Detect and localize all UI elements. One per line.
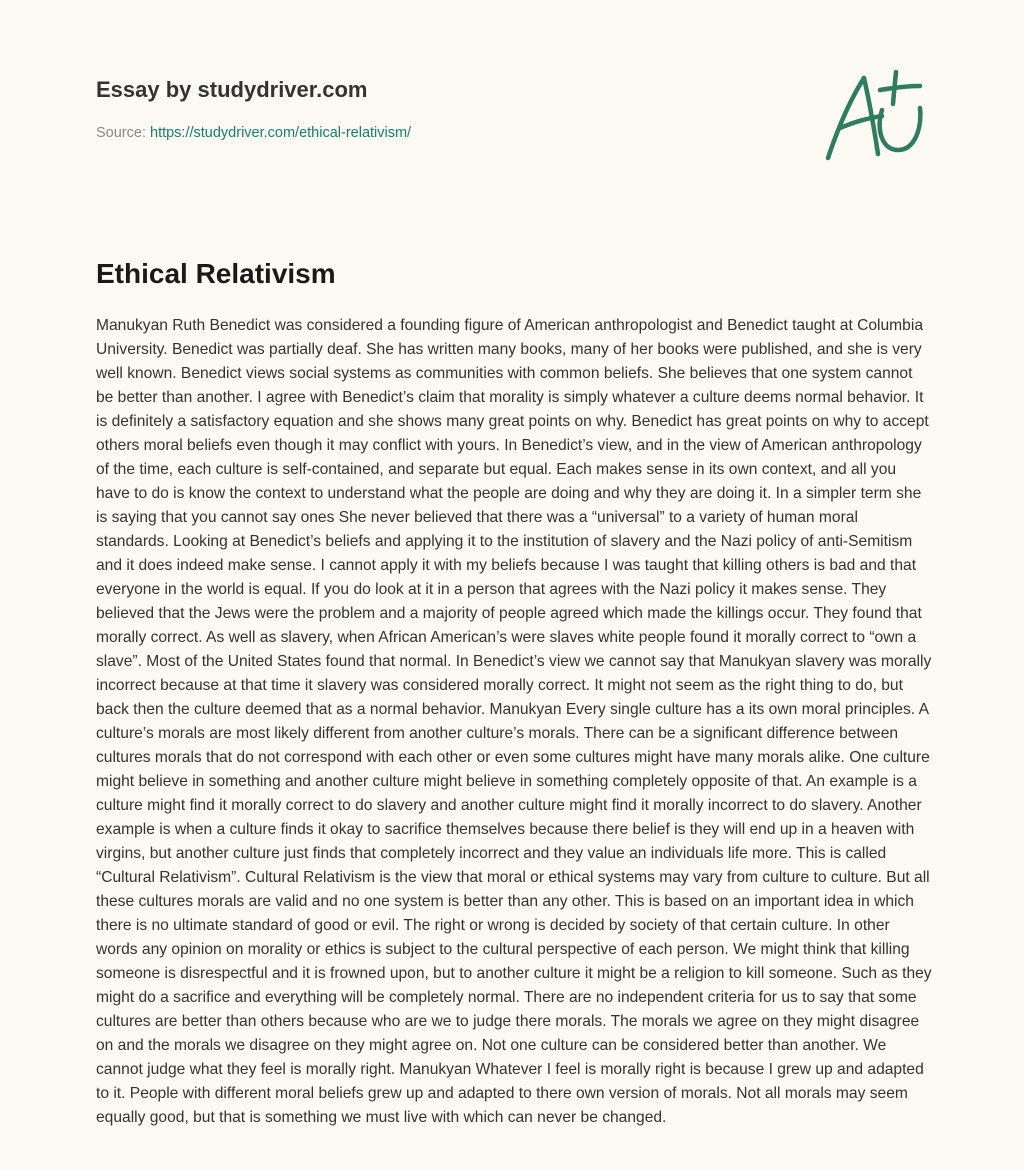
logo-plus-horizontal (880, 86, 920, 90)
source-label: Source: (96, 125, 150, 141)
site-title: Essay by studydriver.com (96, 77, 368, 102)
essay-body: Manukyan Ruth Benedict was considered a founding figure of American anthropologist and Benedict taught at Columbia University. Benedict was partially deaf. She has written many books, many of her books were published, and she is very well known. Benedict views social systems as communities with common beliefs. She believes that one system cannot be better than another. I agree with Benedict’s claim that morality is simply whatever a culture deems normal behavior. It is definitely a satisfactory equation and she shows many great points on why. Benedict has great points on why to accept others moral beliefs even though it may conflict with yours. In Benedict’s view, and in the view of American anthropology of the time, each culture is self-contained, and separate but equal. Each makes sense in its own context, and all you have to do is know the context to understand what the people are doing and why they are doing it. In a simpler term she is saying that you cannot say ones She never believed that there was a “universal” to a variety of human moral standards. Looking at Benedict’s beliefs and applying it to the institution of slavery and the Nazi policy of anti-Semitism and it does indeed make sense. I cannot apply it with my beliefs because I was taught that killing others is bad and that everyone in the world is equal. If you do look at it in a person that agrees with the Nazi policy it makes sense. They believed that the Jews were the problem and a majority of people agreed which made the killings occur. They found that morally correct. As well as slavery, when African American’s were slaves white people found it morally correct to “own a slave”. Most of the United States found that normal. In Benedict’s view we cannot say that Manukyan slavery was morally incorrect because at that time it slavery was considered morally correct. It might not seem as the right thing to do, but back then the culture deemed that as a normal behavior. Manukyan Every single culture has a its own moral principles. A culture’s morals are most likely different from another culture’s morals. There can be a significant difference between cultures morals that do not correspond with each other or even some cultures might have many morals alike. One culture might believe in something and another culture might believe in something completely opposite of that. An example is a culture might find it morally correct to do slavery and another culture might find it morally incorrect to do slavery. Another example is when a culture finds it okay to sacrifice themselves because there belief is they will end up in a heaven with virgins, but another culture just finds that completely incorrect and they value an individuals life more. This is called “Cultural Relativism”. Cultural Relativism is the view that moral or ethical systems may vary from culture to culture. But all these cultures morals are valid and no one system is better than any other. This is based on an important idea in which there is no ultimate standard of good or evil. The right or wrong is decided by society of that certain culture. In other words any opinion on morality or ethics is subject to the cultural perspective of each person. We might think that killing someone is disrespectful and it is frowned upon, but to another culture it might be a religion to kill someone. Such as they might do a sacrifice and everything will be completely normal. There are no independent criteria for us to say that some cultures are better than others because who are we to judge there morals. The morals we agree on they might disagree on and the morals we disagree on they might agree on. Not one culture can be considered better than another. We cannot judge what they feel is morally right. Manukyan Whatever I feel is morally right is because I grew up and adapted to it. People with different moral beliefs grew up and adapted to there own version of morals. Not all morals may seem equally good, but that is something we must live with which can never be changed. (96, 317, 932, 1126)
page-header (96, 70, 796, 142)
a-plus-logo-icon (820, 66, 930, 166)
source-line (96, 124, 796, 142)
source-link[interactable]: https://studydriver.com/ethical-relativism/ (150, 125, 412, 141)
logo-a-left-stroke (828, 78, 864, 158)
logo-swoosh (880, 108, 921, 150)
essay-title: Ethical Relativism (96, 258, 336, 289)
